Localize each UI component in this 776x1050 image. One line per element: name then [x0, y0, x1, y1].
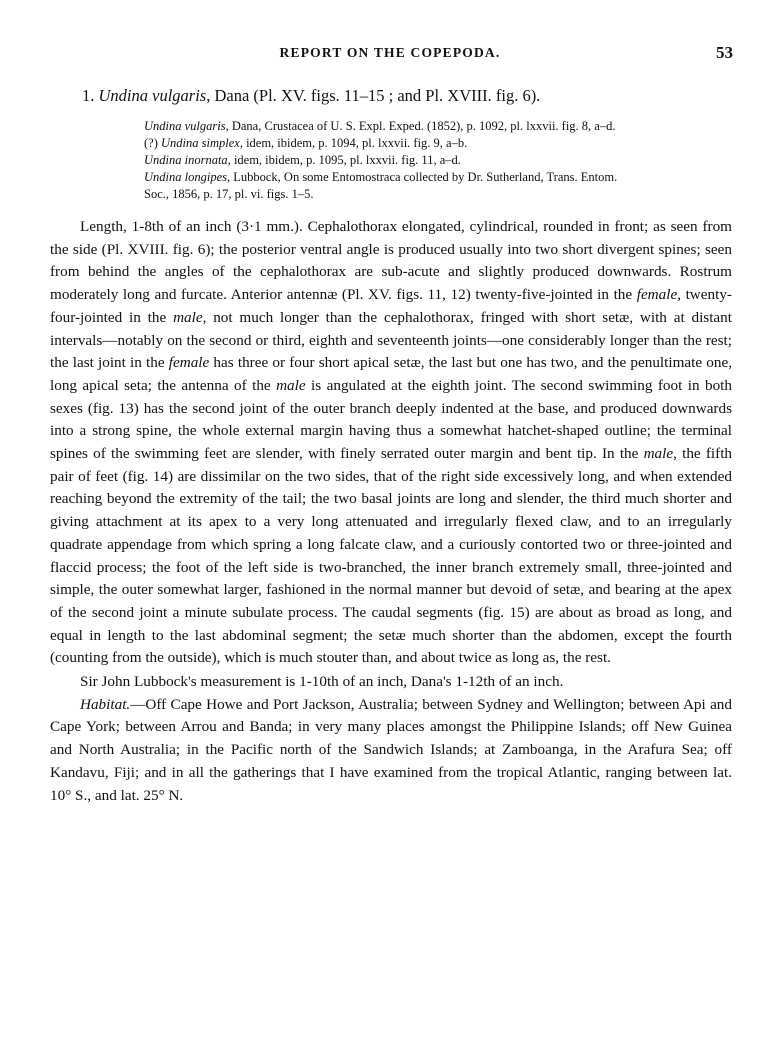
species-authority: , Dana (Pl. XV. figs. 11–15 ; and Pl. XVIII. fig. 6). [206, 86, 541, 105]
main-text [50, 216, 732, 807]
synonym-name: Undina vulgaris [144, 119, 226, 133]
measurement-paragraph: Sir John Lubbock's measurement is 1-10th of an inch, Dana's 1-12th of an inch. [80, 673, 564, 691]
species-name: Undina vulgaris [98, 86, 207, 105]
synonym-entry: Undina vulgaris, Dana, Crustacea of U. S. Expl. Exped. (1852), p. 1092, pl. lxxvii. fig. 8, a–d. [144, 119, 616, 133]
synonym-name: Undina simplex [161, 136, 240, 150]
page-number: 53 [716, 43, 733, 62]
running-title: REPORT ON THE COPEPODA. [279, 45, 501, 60]
species-heading [82, 86, 540, 106]
synonym-entry: (?) Undina simplex, idem, ibidem, p. 1094, pl. lxxvii. fig. 9, a–b. [144, 136, 468, 150]
synonym-continuation: Soc., 1856, p. 17, pl. vi. figs. 1–5. [144, 187, 314, 201]
habitat-text: —Off Cape Howe and Port Jackson, Australia; between Sydney and Wellington; between Api and Cape York; between Arrou and Banda; in very many places amongst the Philippine Islands; off New Guinea and North Australia; in the Pacific north of the Sandwich Islands; at Zamboanga, in the Arafura Sea; off Kandavu, Fiji; and in all the gatherings that I have examined from the tropical Atlantic, ranging between lat. 10° S., and lat. 25° N. [50, 695, 732, 804]
description-paragraph: Length, 1-8th of an inch (3·1 mm.). Cephalothorax elongated, cylindrical, rounded in front; as seen from the side (Pl. XVIII. fig. 6); the posterior ventral angle is produced usually into two short divergent spines; seen from behind the angles of the cephalothorax are sub-acute and slightly produced downwards. Rostrum moderately long and furcate. Anterior antennæ (Pl. XV. figs. 11, 12) twenty-five-jointed in the female, twenty-four-jointed in the male, not much longer than the cephalothorax, fringed with short setæ, with at distant intervals—notably on the second or third, eighth and seventeenth joints—one considerably longer than the rest; the last joint in the female has three or four short apical setæ, the last but one has two, and the penultimate one, long apical seta; the antenna of the male is angulated at the eighth joint. The second swimming foot in both sexes (fig. 13) has the second joint of the outer branch deeply indented at the base, and produced downwards into a strong spine, the whole external margin having thus a somewhat hatchet-shaped outline; the terminal spines of the swimming feet are slender, with finely serrated outer margin and bent tip. In the male, the fifth pair of feet (fig. 14) are dissimilar on the two sides, that of the right side excessively long, and when extended reaching beyond the extremity of the tail; the two basal joints are long and slender, the third much shorter and giving attachment at its apex to a very long attenuated and irregularly flexed claw, and to an irregularly quadrate appendage from which spring a long falcate claw, and a curiously contorted two or three-jointed and flaccid process; the foot of the left side is two-branched, the inner branch extremely small, three-jointed and simple, the outer somewhat larger, fashioned in the normal manner but devoid of setæ, and bearing at the apex of the second joint a minute subulate process. The caudal segments (fig. 15) are about as broad as long, and equal in length to the last abdominal segment; the setæ much shorter than the abdomen, except the fourth (counting from the outside), which is much stouter than, and about twice as long as, the rest. [50, 218, 733, 667]
habitat-paragraph [50, 694, 732, 808]
synonym-entry: Undina longipes, Lubbock, On some Entomostraca collected by Dr. Sutherland, Trans. Entom. [144, 170, 618, 184]
synonym-entry: Undina inornata, idem, ibidem, p. 1095, pl. lxxvii. fig. 11, a–d. [144, 153, 461, 167]
synonym-name: Undina longipes [144, 170, 227, 184]
running-header [50, 43, 733, 67]
habitat-label: Habitat. [80, 695, 131, 713]
species-number: 1. [82, 86, 95, 105]
synonym-name: Undina inornata [144, 153, 228, 167]
